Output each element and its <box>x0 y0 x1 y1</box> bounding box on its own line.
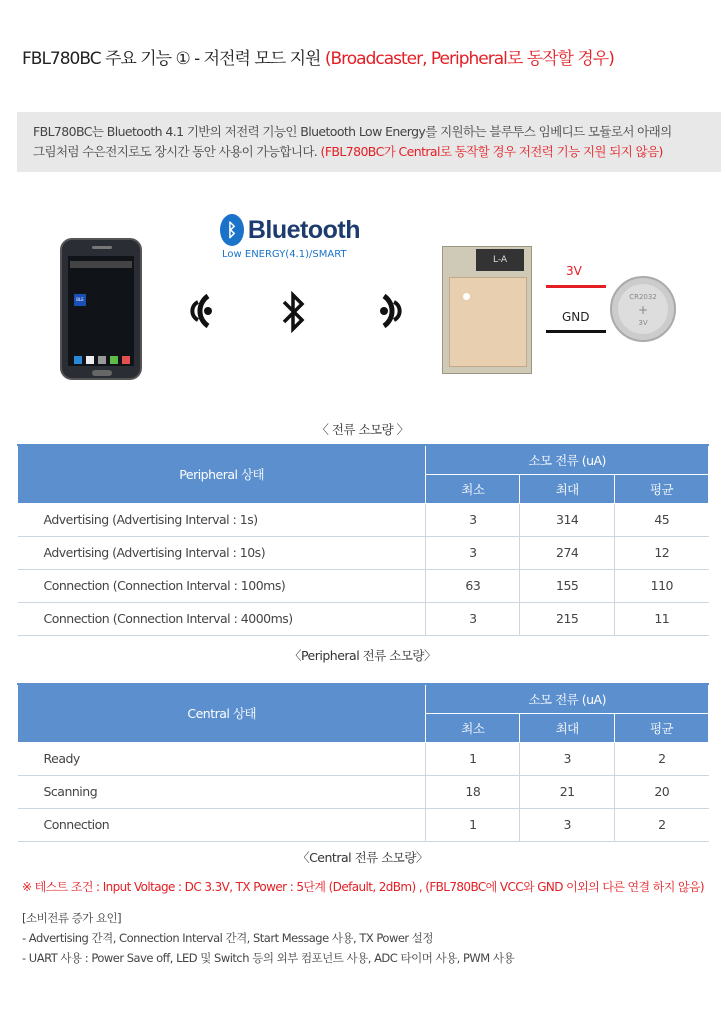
row-max: 155 <box>520 569 615 602</box>
current-increase-notes <box>22 908 514 968</box>
table-row <box>18 536 709 569</box>
voltage-label: 3V <box>566 264 582 278</box>
signal-right-icon <box>372 288 416 334</box>
table-row <box>18 775 709 808</box>
smartphone-image <box>60 238 142 380</box>
row-min: 3 <box>426 536 520 569</box>
row-avg: 45 <box>615 503 709 536</box>
page-title-highlight: (Broadcaster, Peripheral로 동작할 경우) <box>324 49 614 69</box>
table-row <box>18 742 709 775</box>
intro-line-2-note: (FBL780BC가 Central로 동작할 경우 저전력 기능 지원 되지 않음) <box>320 144 663 159</box>
coin-cell-face <box>618 284 668 334</box>
module-pin1-dot <box>463 293 470 300</box>
intro-line-2 <box>33 142 705 162</box>
intro-box <box>17 112 721 172</box>
module-shield <box>449 277 527 367</box>
central-current-header: 소모 전류 (uA) <box>426 684 709 713</box>
row-min: 63 <box>426 569 520 602</box>
row-label: Ready <box>18 742 426 775</box>
phone-screen <box>68 256 134 366</box>
row-avg: 12 <box>615 536 709 569</box>
intro-line-2-text: 그림처럼 수은전지로도 장시간 동안 사용이 가능합니다. <box>33 144 321 159</box>
row-label: Advertising (Advertising Interval : 1s) <box>18 503 426 536</box>
row-label: Scanning <box>18 775 426 808</box>
row-min: 3 <box>426 503 520 536</box>
row-max: 3 <box>520 742 615 775</box>
peripheral-table-caption: 〈Peripheral 전류 소모량〉 <box>288 648 437 663</box>
coin-cell-plus-icon: + <box>637 303 649 317</box>
row-avg: 20 <box>615 775 709 808</box>
ble-app-icon: BLE <box>74 294 86 306</box>
coin-cell-battery-image <box>610 276 676 342</box>
bluetooth-logo <box>220 214 360 260</box>
notes-item: - Advertising 간격, Connection Interval 간격, Start Message 사용, TX Power 설정 <box>22 931 434 945</box>
intro-line-1: FBL780BC는 Bluetooth 4.1 기반의 저전력 기능인 Bluetooth Low Energy를 지원하는 블루투스 임베디드 모듈로서 아래의 <box>33 124 672 139</box>
central-table-caption: 〈Central 전류 소모량〉 <box>297 850 428 865</box>
coin-cell-voltage: 3V <box>638 319 648 327</box>
row-max: 314 <box>520 503 615 536</box>
phone-home-button <box>92 370 112 376</box>
module-chip: L-A <box>476 249 524 271</box>
central-max-header: 최대 <box>520 713 615 742</box>
phone-dock-icons <box>72 355 130 365</box>
phone-search-bar <box>70 261 132 268</box>
phone-dock <box>72 350 130 360</box>
central-state-header: Central 상태 <box>18 684 426 742</box>
row-avg: 2 <box>615 808 709 841</box>
test-condition-note: ※ 테스트 조건 : Input Voltage : DC 3.3V, TX Power : 5단계 (Default, 2dBm) , (FBL780BC에 VCC와 GND 이외의 다른 연결 하지 않음) <box>22 880 705 894</box>
row-min: 18 <box>426 775 520 808</box>
row-max: 3 <box>520 808 615 841</box>
peripheral-min-header: 최소 <box>426 474 520 503</box>
row-min: 1 <box>426 742 520 775</box>
page-title-main: FBL780BC 주요 기능 ① - 저전력 모드 지원 <box>22 49 325 69</box>
row-label: Connection (Connection Interval : 100ms) <box>18 569 426 602</box>
table-row <box>18 569 709 602</box>
phone-speaker <box>92 246 112 249</box>
row-label: Advertising (Advertising Interval : 10s) <box>18 536 426 569</box>
page-title <box>22 44 614 69</box>
row-max: 215 <box>520 602 615 635</box>
peripheral-current-header: 소모 전류 (uA) <box>426 445 709 474</box>
current-consumption-caption: 〈 전류 소모량 〉 <box>316 422 409 437</box>
signal-left-icon <box>176 288 220 334</box>
bluetooth-rune-icon: ᛒ <box>220 214 244 246</box>
row-max: 274 <box>520 536 615 569</box>
row-avg: 11 <box>615 602 709 635</box>
peripheral-current-table <box>17 444 709 636</box>
gnd-wire <box>546 330 606 333</box>
notes-item: - UART 사용 : Power Save off, LED 및 Switch 등의 외부 컴포넌트 사용, ADC 타이머 사용, PWM 사용 <box>22 951 515 965</box>
bluetooth-symbol-icon <box>278 290 308 334</box>
table-row <box>18 503 709 536</box>
central-min-header: 최소 <box>426 713 520 742</box>
row-max: 21 <box>520 775 615 808</box>
row-min: 3 <box>426 602 520 635</box>
table-row <box>18 808 709 841</box>
ground-label: GND <box>562 310 590 324</box>
row-label: Connection (Connection Interval : 4000ms) <box>18 602 426 635</box>
notes-heading: [소비전류 증가 요인] <box>22 911 122 925</box>
row-label: Connection <box>18 808 426 841</box>
table-row <box>18 602 709 635</box>
peripheral-avg-header: 평균 <box>615 474 709 503</box>
row-avg: 110 <box>615 569 709 602</box>
central-avg-header: 평균 <box>615 713 709 742</box>
central-current-table <box>17 683 709 842</box>
fbl780bc-module-image <box>442 246 532 374</box>
peripheral-max-header: 최대 <box>520 474 615 503</box>
bluetooth-subtitle: Low ENERGY(4.1)/SMART <box>222 249 347 260</box>
coin-cell-label: CR2032 <box>629 293 657 301</box>
vcc-wire <box>546 285 606 288</box>
bluetooth-wordmark: Bluetooth <box>247 215 360 244</box>
row-min: 1 <box>426 808 520 841</box>
peripheral-state-header: Peripheral 상태 <box>18 445 426 503</box>
row-avg: 2 <box>615 742 709 775</box>
